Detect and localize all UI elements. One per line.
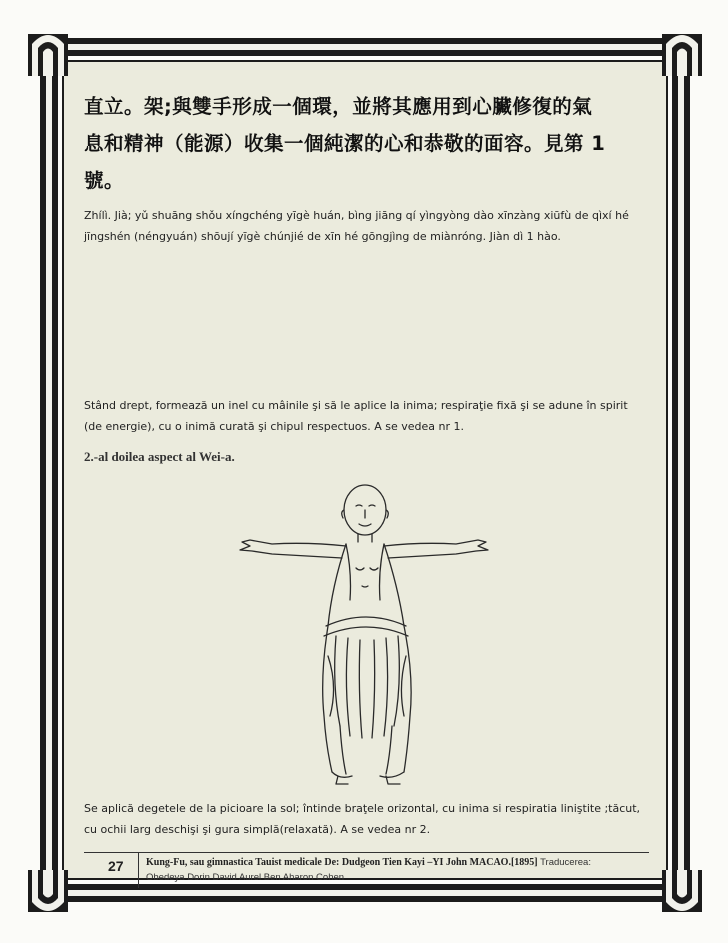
standing-figure-illustration xyxy=(228,476,498,796)
page-content xyxy=(84,88,649,247)
footer-divider xyxy=(138,852,139,888)
corner-ornament-top-right xyxy=(648,20,708,80)
footer-rule xyxy=(84,852,649,853)
section-heading: 2.-al doilea aspect al Wei-a. xyxy=(84,449,235,464)
corner-ornament-bottom-left xyxy=(22,866,82,926)
frame-top-inlay xyxy=(44,44,686,50)
frame-inner-line-right xyxy=(666,60,668,880)
frame-bottom-inlay xyxy=(44,890,686,896)
chinese-text-line-1: 直立。架;與雙手形成一個環，並將其應用到心臟修復的氣 xyxy=(84,95,593,118)
page-number: 27 xyxy=(108,858,124,874)
chinese-text-line-3: 號。 xyxy=(84,169,125,192)
section-heading-container xyxy=(84,449,644,465)
corner-ornament-top-left xyxy=(22,20,82,80)
footer-translation-label: Traducerea: xyxy=(537,857,591,868)
chinese-text-line-2: 息和精神（能源）收集一個純潔的心和恭敬的面容。見第 1 xyxy=(84,132,606,155)
romanian-paragraph-2: Se aplică degetele de la picioare la sol; întinde braţele orizontal, cu inima si respiratia liniştite ;tăcut, cu ochii larg deschişi şi gura simplă(relaxată). A se vedea nr 2. xyxy=(84,802,641,836)
frame-left-inlay xyxy=(46,44,52,896)
footer-translator: Obedeya Dorin David Aurel Ben Aharon Cohen xyxy=(146,872,345,883)
footer-citation-title: Kung-Fu, sau gimnastica Tauist medicale De: Dudgeon Tien Kayi –YI John MACAO.[1895] xyxy=(146,857,538,868)
frame-right-inlay xyxy=(678,44,684,896)
pinyin-paragraph: Zhílì. Jià; yǔ shuāng shǒu xíngchéng yīgè huán, bìng jiāng qí yìngyòng dào xīnzàng xiūfù de qìxí hé jīngshén (néngyuán) shōují yīgè chúnjié de xīn hé gōngjìng de miànróng. Jiàn dì 1 hào. xyxy=(84,209,629,243)
footer-citation xyxy=(146,855,656,885)
romanian-paragraph-2-container xyxy=(84,798,644,840)
romanian-paragraph-1-container xyxy=(84,395,644,437)
romanian-paragraph-1: Stând drept, formează un inel cu mâinile şi să le aplice la inima; respiraţie fixă şi se adune în spirit (de energie), cu o inimă curată şi chipul respectuos. A se vedea nr 1. xyxy=(84,399,628,433)
corner-ornament-bottom-right xyxy=(648,866,708,926)
